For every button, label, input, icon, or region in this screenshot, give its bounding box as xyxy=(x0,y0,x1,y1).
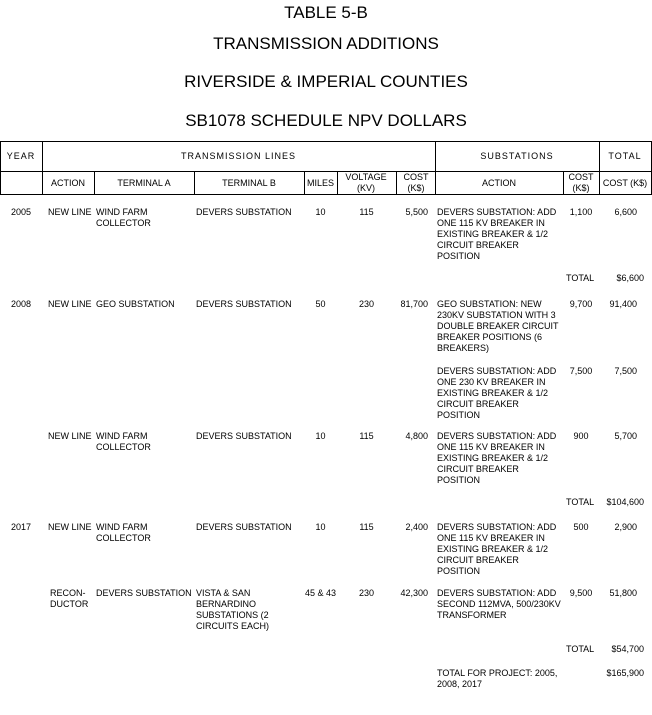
cell-miles: 10 xyxy=(315,431,326,441)
cell-sub-cost: 9,500 xyxy=(569,588,593,598)
table-top-border xyxy=(0,141,652,142)
cell-voltage: 115 xyxy=(359,207,374,217)
subtotal-label: TOTAL xyxy=(566,273,595,283)
subtotal-label: TOTAL xyxy=(566,644,595,654)
header-total: TOTAL xyxy=(608,151,642,161)
col-line xyxy=(0,141,1,195)
col-line xyxy=(337,171,338,195)
header-divider xyxy=(0,171,652,172)
cell-voltage: 115 xyxy=(359,522,374,532)
cell-sub-action: DEVERS SUBSTATION: ADD SECOND 112MVA, 500/230KV TRANSFORMER xyxy=(437,588,561,620)
cell-terminal-b: DEVERS SUBSTATION xyxy=(196,522,292,532)
cell-total: 7,500 xyxy=(614,366,637,376)
cell-action: NEW LINE xyxy=(48,299,92,309)
header-terminal-a: TERMINAL A xyxy=(117,178,171,188)
cell-sub-cost: 900 xyxy=(573,431,589,441)
cell-action: NEW LINE xyxy=(48,522,92,532)
cell-cost: 4,800 xyxy=(405,431,428,441)
cell-cost: 5,500 xyxy=(405,207,428,217)
cell-sub-action: DEVERS SUBSTATION: ADD ONE 115 KV BREAKER IN EXISTING BREAKER & 1/2 CIRCUIT BREAKER POSITION xyxy=(437,431,557,485)
cell-total: 2,900 xyxy=(614,522,637,532)
cell-miles: 50 xyxy=(315,299,326,309)
table-number: TABLE 5-B xyxy=(284,3,368,22)
cell-action: RECON- DUCTOR xyxy=(50,588,89,609)
header-voltage: VOLTAGE (KV) xyxy=(345,172,387,193)
header-sub-action: ACTION xyxy=(481,178,516,188)
cell-total: 91,400 xyxy=(609,299,637,309)
table-title: TRANSMISSION ADDITIONS xyxy=(213,34,439,53)
cell-terminal-b: DEVERS SUBSTATION xyxy=(196,299,292,309)
cell-terminal-b: VISTA & SAN BERNARDINO SUBSTATIONS (2 CIRCUITS EACH) xyxy=(196,588,270,631)
header-year: YEAR xyxy=(6,151,36,161)
grand-total-value: $165,900 xyxy=(606,668,644,678)
header-miles: MILES xyxy=(306,178,334,188)
cell-total: 5,700 xyxy=(614,431,637,441)
cell-terminal-a: WIND FARM COLLECTOR xyxy=(96,522,151,543)
cell-year: 2005 xyxy=(10,207,32,217)
cell-action: NEW LINE xyxy=(48,431,92,441)
grand-total-label: TOTAL FOR PROJECT: 2005, 2008, 2017 xyxy=(437,668,558,689)
cell-terminal-b: DEVERS SUBSTATION xyxy=(196,431,292,441)
cell-total: 6,600 xyxy=(614,207,637,217)
header-cost: COST (K$) xyxy=(403,172,429,193)
header-transmission-lines: TRANSMISSION LINES xyxy=(180,151,297,161)
cell-sub-action: DEVERS SUBSTATION: ADD ONE 115 KV BREAKER IN EXISTING BREAKER & 1/2 CIRCUIT BREAKER POSITION xyxy=(437,207,557,261)
cell-total: 51,800 xyxy=(609,588,637,598)
header-action: ACTION xyxy=(50,178,85,188)
cell-sub-cost: 9,700 xyxy=(569,299,593,309)
col-line xyxy=(396,171,397,195)
header-sub-cost: COST (K$) xyxy=(568,172,594,193)
cell-miles: 45 & 43 xyxy=(304,588,337,598)
cell-cost: 42,300 xyxy=(400,588,428,598)
cell-sub-action: DEVERS SUBSTATION: ADD ONE 115 KV BREAKER IN EXISTING BREAKER & 1/2 CIRCUIT BREAKER POSITION xyxy=(437,522,557,576)
cell-terminal-a: GEO SUBSTATION xyxy=(96,299,175,309)
cell-terminal-a: DEVERS SUBSTATION xyxy=(96,588,192,598)
cell-terminal-a: WIND FARM COLLECTOR xyxy=(96,431,151,452)
header-total-cost: COST (K$) xyxy=(602,178,648,188)
cell-sub-cost: 500 xyxy=(573,522,589,532)
table-subtitle: RIVERSIDE & IMPERIAL COUNTIES xyxy=(184,72,468,91)
header-substations: SUBSTATIONS xyxy=(480,151,554,161)
cell-miles: 10 xyxy=(315,207,326,217)
cell-cost: 81,700 xyxy=(400,299,428,309)
subtotal-value: $54,700 xyxy=(611,644,644,654)
cell-sub-action: GEO SUBSTATION: NEW 230KV SUBSTATION WITH 3 DOUBLE BREAKER CIRCUIT BREAKER POSITIONS (6 BREAKERS) xyxy=(437,299,559,353)
cell-voltage: 115 xyxy=(359,431,374,441)
subtotal-value: $6,600 xyxy=(616,273,644,283)
subtotal-label: TOTAL xyxy=(566,497,595,507)
cell-action: NEW LINE xyxy=(48,207,92,217)
cell-miles: 10 xyxy=(315,522,326,532)
cell-sub-action: DEVERS SUBSTATION: ADD ONE 230 KV BREAKER IN EXISTING BREAKER & 1/2 CIRCUIT BREAKER POSITION xyxy=(437,366,557,420)
header-terminal-b: TERMINAL B xyxy=(222,178,276,188)
cell-cost: 2,400 xyxy=(405,522,428,532)
cell-sub-cost: 7,500 xyxy=(569,366,593,376)
cell-year: 2017 xyxy=(10,522,32,532)
cell-sub-cost: 1,100 xyxy=(569,207,593,217)
header-bottom-border xyxy=(0,194,652,195)
cell-voltage: 230 xyxy=(358,588,375,598)
subtotal-value: $104,600 xyxy=(606,497,644,507)
table-caption: SB1078 SCHEDULE NPV DOLLARS xyxy=(185,111,467,130)
col-line xyxy=(563,171,564,195)
cell-terminal-b: DEVERS SUBSTATION xyxy=(196,207,292,217)
cell-voltage: 230 xyxy=(358,299,375,309)
cell-terminal-a: WIND FARM COLLECTOR xyxy=(96,207,151,228)
cell-year: 2008 xyxy=(10,299,32,309)
